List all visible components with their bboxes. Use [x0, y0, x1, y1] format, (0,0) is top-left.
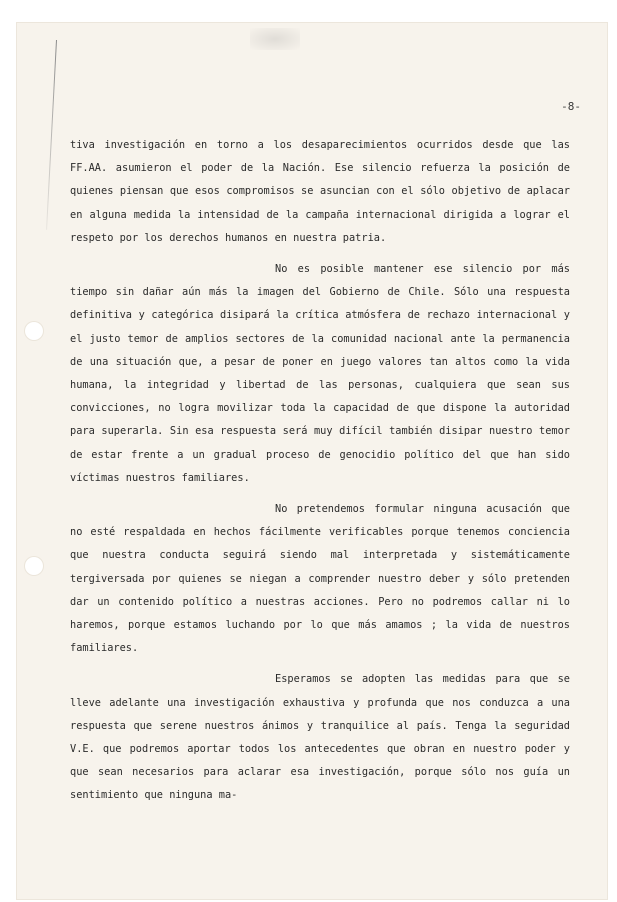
paragraph-3: No pretendemos formular ninguna acusación que no esté respaldada en hechos fácilmente verificables porque tenemos conciencia que nuestra conducta seguirá siendo mal interpretada y sistemáticamente tergiversada por quienes se niegan a comprender nuestro deber y sólo pretenden dar un contenido político a nuestras acciones. Pero no podremos callar ni lo haremos, porque estamos luchando por lo que más amamos ; la vida de nuestros familiares. [70, 503, 570, 655]
punch-hole [25, 557, 43, 575]
punch-hole [25, 322, 43, 340]
paragraph-4: Esperamos se adopten las medidas para que se lleve adelante una investigación exhaustiva y profunda que nos conduzca a una respuesta que serene nuestros ánimos y tranquilice al país. Tenga la seguridad V.E. que podremos aportar todos los antecedentes que obran en nuestro poder y que sean necesarios para aclarar esa investigación, porque sólo nos guía un sentimiento que ninguna ma- [70, 673, 570, 802]
scan-smudge [250, 28, 300, 50]
paragraph-1: tiva investigación en torno a los desaparecimientos ocurridos desde que las FF.AA. asumieron el poder de la Nación. Ese silencio refuerza la posición de quienes piensan que esos compromisos se asuncian con el sólo objetivo de aplacar en alguna medida la intensidad de la campaña internacional dirigida a lograr el respeto por los derechos humanos en nuestra patria. [70, 139, 570, 244]
body-text [70, 134, 570, 808]
page-number: -8- [561, 100, 581, 113]
paragraph-2: No es posible mantener ese silencio por más tiempo sin dañar aún más la imagen del Gobierno de Chile. Sólo una respuesta definitiva y categórica disipará la crítica atmósfera de rechazo internacional y el justo temor de amplios sectores de la comunidad nacional ante la permanencia de una situación que, a pesar de poner en juego valores tan altos como la vida humana, la integridad y libertad de las personas, cualquiera que sean sus convicciones, no logra movilizar toda la capacidad de que dispone la autoridad para superarla. Sin esa respuesta será muy difícil también disipar nuestro temor de estar frente a un gradual proceso de genocidio político del que han sido víctimas nuestros familiares. [70, 263, 570, 484]
